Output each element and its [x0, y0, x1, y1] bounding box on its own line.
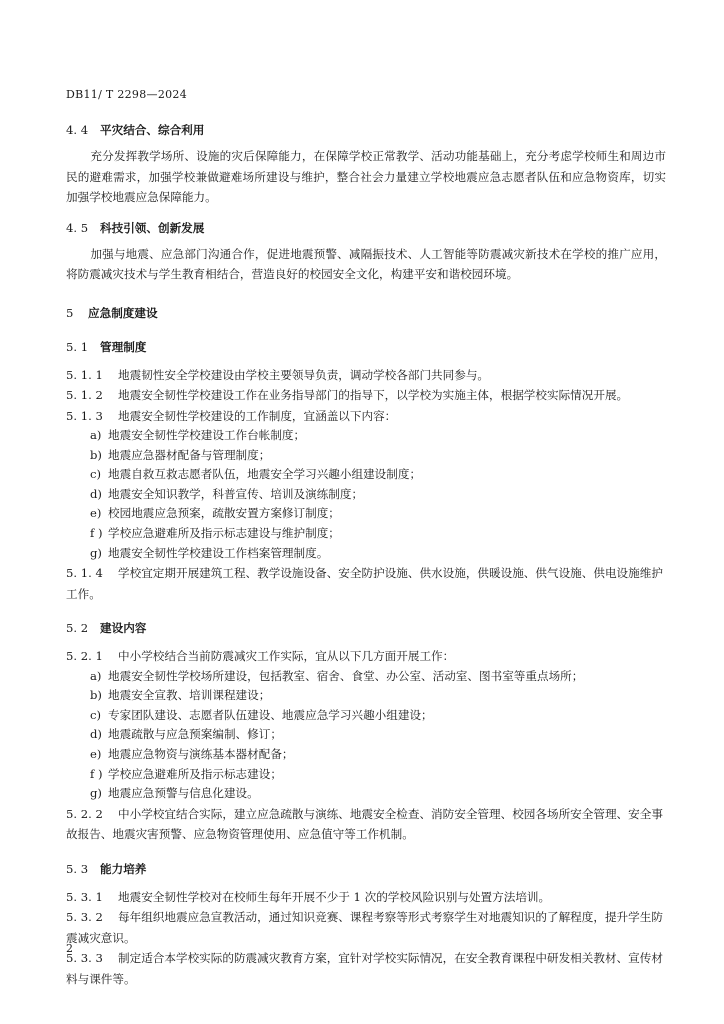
list-item: [66, 426, 666, 446]
list-item-text: 地震安全韧性学校场所建设，包括教室、宿舍、食堂、办公室、活动室、图书室等重点场所；: [108, 668, 584, 683]
list-item: [66, 504, 666, 524]
clause-number: 5. 3. 1: [66, 889, 103, 904]
clause-text: 中小学校宜结合实际，建立应急疏散与演练、地震安全检查、消防安全管理、校园各场所安全管理、安全事故报告、地震灾害预警、应急物资管理使用、应急值守等工作机制。: [66, 806, 663, 842]
clause-5-1-1: [66, 365, 666, 386]
list-item: [66, 765, 666, 785]
chapter-title: 应急制度建设: [88, 305, 158, 320]
list-item-text: 地震应急物资与演练基本器材配备；: [108, 747, 294, 762]
section-number: 5. 2: [66, 621, 89, 636]
list-marker: d): [90, 727, 102, 742]
list-item-text: 地震安全韧性学校建设工作档案管理制度。: [108, 545, 329, 560]
list-item: [66, 485, 666, 505]
section-title: 建设内容: [100, 621, 147, 636]
clause-number: 5. 1. 2: [66, 388, 103, 402]
list-item-text: 专家团队建设、志愿者队伍建设、地震应急学习兴趣小组建设；: [108, 707, 433, 722]
list-item-text: 校园地震应急预案，疏散安置方案修订制度；: [108, 506, 340, 521]
clause-text: 制定适合本学校实际的防震减灾教育方案，宜针对学校实际情况，在安全教育课程中研发相关教材、宣传材料与课件等。: [66, 951, 663, 986]
list-item-text: 地震应急预警与信息化建设。: [108, 786, 259, 801]
clause-number: 5. 2. 2: [66, 806, 103, 821]
clause-text: 学校宜定期开展建筑工程、教学设施设备、安全防护设施、供水设施，供暖设施、供气设施、供电设施维护工作。: [66, 566, 663, 601]
list-marker: d): [90, 486, 102, 501]
clause-text: 地震安全韧性学校建设工作在业务指导部门的指导下，以学校为实施主体，根据学校实际情况开展。: [118, 388, 629, 402]
clause-text: 地震安全韧性学校对在校师生每年开展不少于 1 次的学校风险识别与处置方法培训。: [118, 889, 551, 904]
list-item-text: 学校应急避难所及指示标志建设与维护制度；: [108, 525, 340, 540]
section-number: 4. 5: [66, 220, 89, 235]
list-marker: a): [90, 668, 102, 683]
page-number: 2: [66, 942, 73, 955]
section-title: 科技引领、创新发展: [100, 220, 205, 235]
clause-5-1-2: [66, 385, 666, 406]
list-item: [66, 686, 666, 706]
clause-number: 5. 1. 1: [66, 367, 103, 382]
list-marker: g): [90, 786, 102, 801]
clause-5-3-1: [66, 887, 666, 908]
list-item-text: 地震应急器材配备与管理制度；: [108, 447, 271, 462]
list-marker: b): [90, 447, 102, 462]
section-4-4-paragraph: 充分发挥教学场所、设施的灾后保障能力，在保障学校正常教学、活动功能基础上，充分考虑学校师生和周边市民的避难需求，加强学校兼做避难场所建设与维护，整合社会力量建立学校地震应急志愿者队伍和应急物资库，切实加强学校地震应急保障能力。: [66, 149, 666, 204]
section-4-5-paragraph: 加强与地震、应急部门沟通合作，促进地震预警、减隔振技术、人工智能等防震减灾新技术在学校的推广应用，将防震减灾技术与学生教育相结合，营造良好的校园安全文化，构建平安和谐校园环境。: [66, 246, 666, 281]
list-marker: f ): [90, 525, 103, 540]
clause-5-1-3: [66, 406, 666, 427]
section-title: 管理制度: [100, 339, 147, 354]
list-item: [66, 745, 666, 765]
section-number: 4. 4: [66, 123, 89, 137]
section-number: 5. 3: [66, 861, 89, 876]
clause-5-2-1-list: [66, 667, 666, 804]
clause-number: 5. 2. 1: [66, 649, 103, 664]
list-marker: f ): [90, 766, 103, 781]
section-4-4-heading: [66, 120, 666, 140]
list-marker: g): [90, 545, 102, 560]
clause-5-3-2: [66, 907, 666, 948]
list-item: [66, 465, 666, 485]
list-marker: e): [90, 506, 102, 521]
clause-5-1-4: [66, 563, 666, 604]
list-marker: a): [90, 428, 102, 442]
list-item-text: 地震安全知识教学，科普宣传、培训及演练制度；: [108, 486, 364, 501]
section-title: 能力培养: [100, 861, 147, 876]
section-4-5-heading: [66, 218, 666, 238]
clause-text: 地震韧性安全学校建设由学校主要领导负责，调动学校各部门共同参与。: [118, 367, 490, 382]
list-item-text: 学校应急避难所及指示标志建设；: [108, 766, 282, 781]
list-item: [66, 784, 666, 804]
section-number: 5. 1: [66, 339, 89, 354]
section-5-1-heading: [66, 337, 666, 357]
list-item: [66, 544, 666, 564]
list-item: [66, 725, 666, 745]
chapter-5-heading: [66, 303, 666, 323]
list-item-text: 地震安全韧性学校建设工作台帐制度；: [108, 428, 306, 442]
section-5-3-heading: [66, 859, 666, 879]
section-title: 平灾结合、综合利用: [100, 123, 205, 137]
document-body: [66, 120, 666, 989]
document-code: DB11/ T 2298—2024: [66, 88, 188, 101]
list-item-text: 地震安全宣教、培训课程建设；: [108, 688, 271, 703]
list-item-text: 地震疏散与应急预案编制、修订；: [108, 727, 282, 742]
clause-5-1-3-list: [66, 426, 666, 563]
clause-5-2-1: [66, 646, 666, 667]
list-marker: c): [90, 707, 102, 722]
list-item: [66, 706, 666, 726]
clause-5-3-3: [66, 948, 666, 989]
chapter-number: 5: [66, 305, 74, 320]
clause-number: 5. 3. 3: [66, 951, 103, 966]
list-marker: b): [90, 688, 102, 703]
clause-text: 地震安全韧性学校建设的工作制度，宜涵盖以下内容：: [118, 408, 397, 423]
clause-text: 每年组织地震应急宣教活动，通过知识竞赛、课程考察等形式考察学生对地震知识的了解程度，提升学生防震减灾意识。: [66, 910, 663, 945]
clause-number: 5. 1. 3: [66, 408, 103, 423]
list-marker: e): [90, 747, 102, 762]
list-marker: c): [90, 467, 102, 482]
list-item-text: 地震自救互救志愿者队伍，地震安全学习兴趣小组建设制度；: [108, 467, 422, 482]
clause-number: 5. 3. 2: [66, 910, 103, 925]
clause-5-2-2: [66, 804, 666, 845]
list-item: [66, 524, 666, 544]
clause-number: 5. 1. 4: [66, 566, 103, 581]
clause-text: 中小学校结合当前防震减灾工作实际，宜从以下几方面开展工作：: [118, 649, 455, 664]
list-item: [66, 667, 666, 687]
list-item: [66, 446, 666, 466]
section-5-2-heading: [66, 618, 666, 638]
